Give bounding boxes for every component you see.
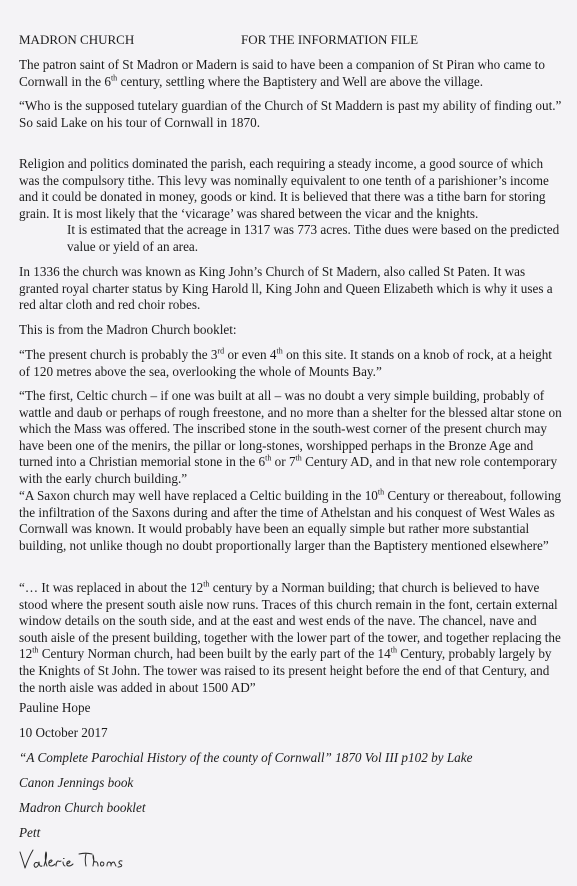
paragraph-king-john: In 1336 the church was known as King John’s Church of St Madern, also called St Paten. It was granted royal charter status by King Harold ll, King John and Queen Elizabeth which is why it uses a red altar cloth and red choir robes.: [19, 264, 553, 313]
paragraph-patron-saint: The patron saint of St Madron or Madern is said to have been a companion of St Piran who came to Cornwall in the 6th century, settling where the Baptistery and Well are above the village.: [19, 57, 545, 89]
source-item: Canon Jennings book: [19, 775, 134, 790]
source-item: Madron Church booklet: [19, 800, 146, 815]
author-name: Pauline Hope: [19, 700, 91, 715]
handwritten-signature: [19, 846, 129, 872]
paragraph-booklet-intro: This is from the Madron Church booklet:: [19, 322, 237, 337]
paragraph-acreage: It is estimated that the acreage in 1317 was 773 acres. Tithe dues were based on the predicted value or yield of an area.: [67, 222, 560, 254]
quote-norman-church: “… It was replaced in about the 12th century by a Norman building; that church is believed to have stood where the present south aisle now runs. Traces of this church remain in the font, certain external window details on the south side, and at the east and west ends of the nave. The chancel, nave and south aisle of the present building, together with the lower part of the tower, and together replacing the 12th Century Norman church, had been built by the early part of the 14th Century, probably largely by the Knights of St John. The tower was raised to its present height before the end of that Century, and the north aisle was added in about 1500 AD”: [19, 579, 561, 695]
paragraph-tithe: Religion and politics dominated the parish, each requiring a steady income, a good source of which was the compulsory tithe. This levy was nominally equivalent to one tenth of a parishioner’s income and it could be donated in money, goods or kind. It is believed that there was a tithe barn for storing grain. It is most likely that the ‘vicarage’ was shared between the vicar and the knights.: [19, 156, 549, 221]
quote-present-church: “The present church is probably the 3rd or even 4th on this site. It stands on a knob of rock, at a height of 120 metres above the sea, overlooking the whole of Mounts Bay.”: [19, 346, 552, 379]
header-subtitle: FOR THE INFORMATION FILE: [241, 32, 419, 47]
quote-saxon-church: “A Saxon church may well have replaced a Celtic building in the 10th Century or thereabout, following the infiltration of the Saxons during and after the time of Athelstan and his conquest of West Wales as Cornwall was known. It would probably have been an equally simple but rather more substantial building, not unlike though no doubt proportionally larger than the Baptistery mentioned elsewhere”: [19, 487, 562, 553]
header-title: MADRON CHURCH: [19, 32, 135, 47]
header: [19, 32, 564, 49]
quote-celtic-church: “The first, Celtic church – if one was built at all – was no doubt a very simple building, probably of wattle and daub or perhaps of rough freestone, and no more than a shelter for the blessed altar stone on which the Mass was offered. The inscribed stone in the south-west corner of the present church may have been one of the menirs, the pillar or long-stones, worshipped perhaps in the Bronze Age and turned into a Christian memorial stone in the 6th or 7th Century AD, and in that new role contemporary with the early church building.”: [19, 388, 562, 486]
source-item: “A Complete Parochial History of the county of Cornwall” 1870 Vol III p102 by Lake: [19, 750, 473, 765]
paragraph-lake-quote: “Who is the supposed tutelary guardian of the Church of St Maddern is past my ability of finding out.” So said Lake on his tour of Cornwall in 1870.: [19, 98, 562, 130]
document-date: 10 October 2017: [19, 725, 108, 740]
source-item: Pett: [19, 825, 41, 840]
